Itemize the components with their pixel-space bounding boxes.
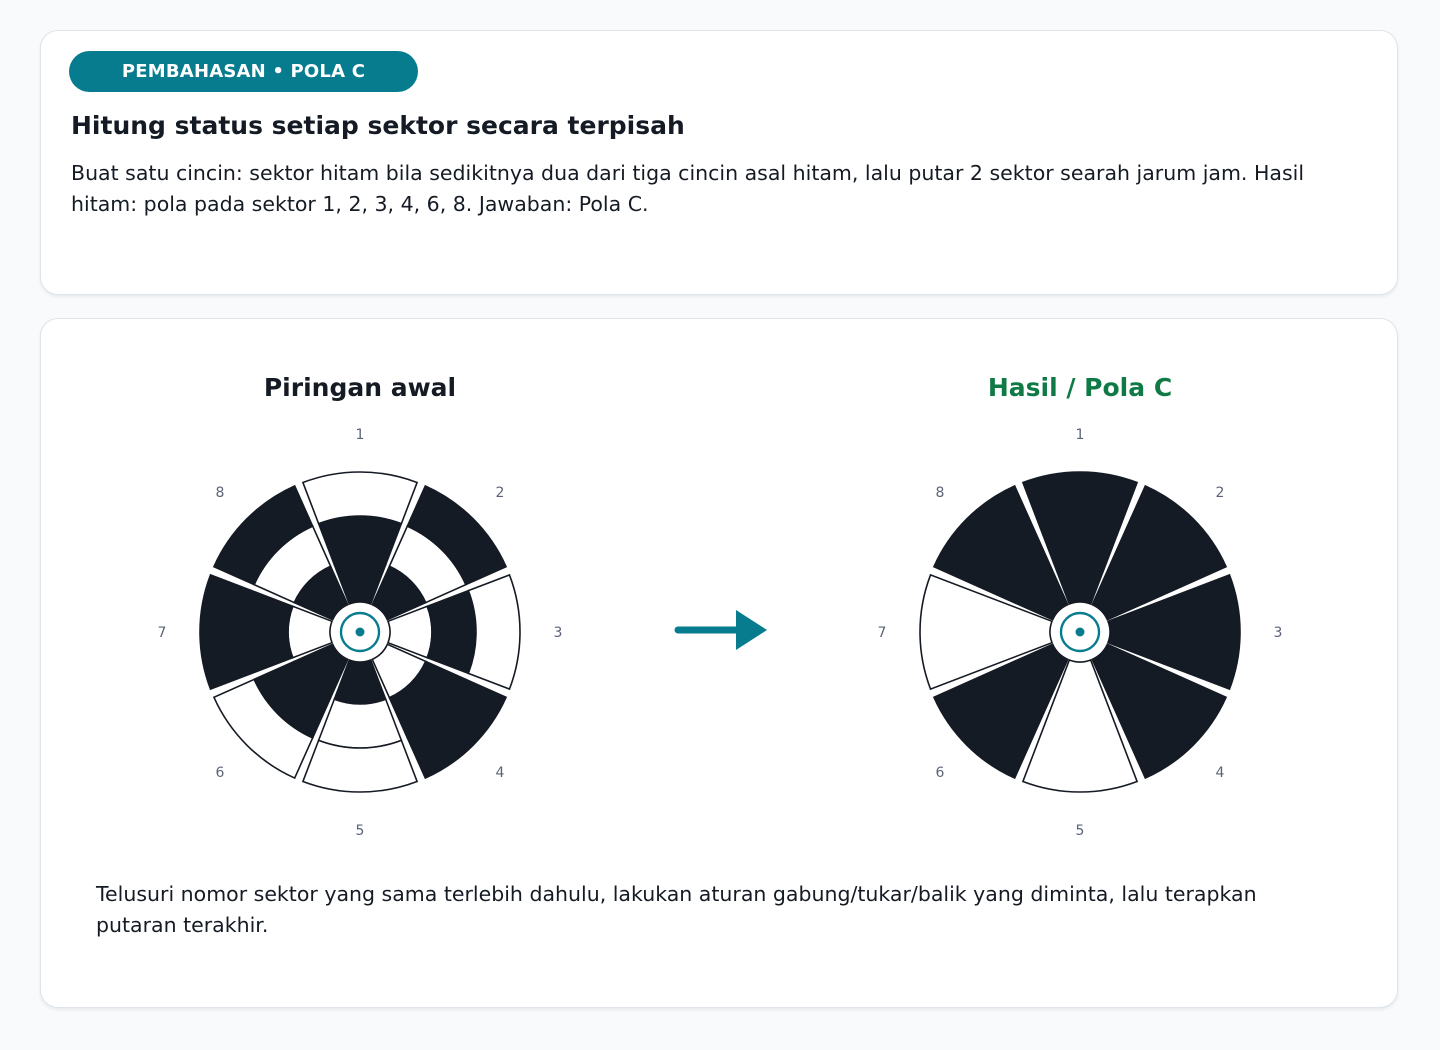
section-badge: PEMBAHASAN • POLA C (69, 51, 418, 92)
sector-number-label: 7 (877, 625, 887, 641)
initial-outer-ring-sector-1 (303, 472, 417, 524)
result-disk (878, 427, 1283, 839)
initial-disk (158, 427, 563, 839)
hub-dot (356, 628, 365, 637)
hint-text: Telusuri nomor sektor yang sama terlebih dahulu, lakukan aturan gabung/tukar/balik yang diminta, lalu terapkan putaran terakhir. (96, 882, 1257, 937)
sector-number-label: 8 (935, 484, 945, 501)
result-disk-title: Hasil / Pola C (987, 373, 1173, 402)
explanation-title: Hitung status setiap sektor secara terpisah (71, 111, 685, 140)
sector-number-label: 6 (215, 765, 225, 782)
sector-number-label: 7 (157, 625, 167, 641)
sector-number-label: 4 (1215, 765, 1225, 782)
sector-number-label: 4 (495, 765, 505, 782)
initial-outer-ring-sector-7 (200, 575, 252, 689)
initial-middle-ring-sector-5 (319, 699, 402, 748)
hub-dot (1076, 628, 1085, 637)
sector-number-label: 5 (355, 823, 365, 839)
right-arrow-icon (678, 610, 767, 650)
sector-number-label: 1 (355, 427, 365, 443)
sector-number-label: 2 (1215, 484, 1225, 501)
explanation-text: Buat satu cincin: sektor hitam bila sedikitnya dua dari tiga cincin asal hitam, lalu putar 2 sektor searah jarum jam. Hasil hitam: pola pada sektor 1, 2, 3, 4, 6, 8. Jawaban: Pola C. (71, 161, 1305, 216)
sector-number-label: 2 (495, 484, 505, 501)
initial-middle-ring-sector-1 (319, 516, 402, 565)
sector-number-label: 1 (1075, 427, 1085, 443)
sector-number-label: 6 (935, 765, 945, 782)
initial-middle-ring-sector-3 (427, 591, 476, 674)
initial-disk-title: Piringan awal (263, 373, 457, 402)
sector-number-label: 3 (553, 625, 563, 641)
initial-middle-ring-sector-7 (244, 591, 293, 674)
initial-outer-ring-sector-3 (468, 575, 520, 689)
sector-number-label: 5 (1075, 823, 1085, 839)
sector-number-label: 3 (1273, 625, 1283, 641)
sector-number-label: 8 (215, 484, 225, 501)
initial-outer-ring-sector-5 (303, 740, 417, 792)
